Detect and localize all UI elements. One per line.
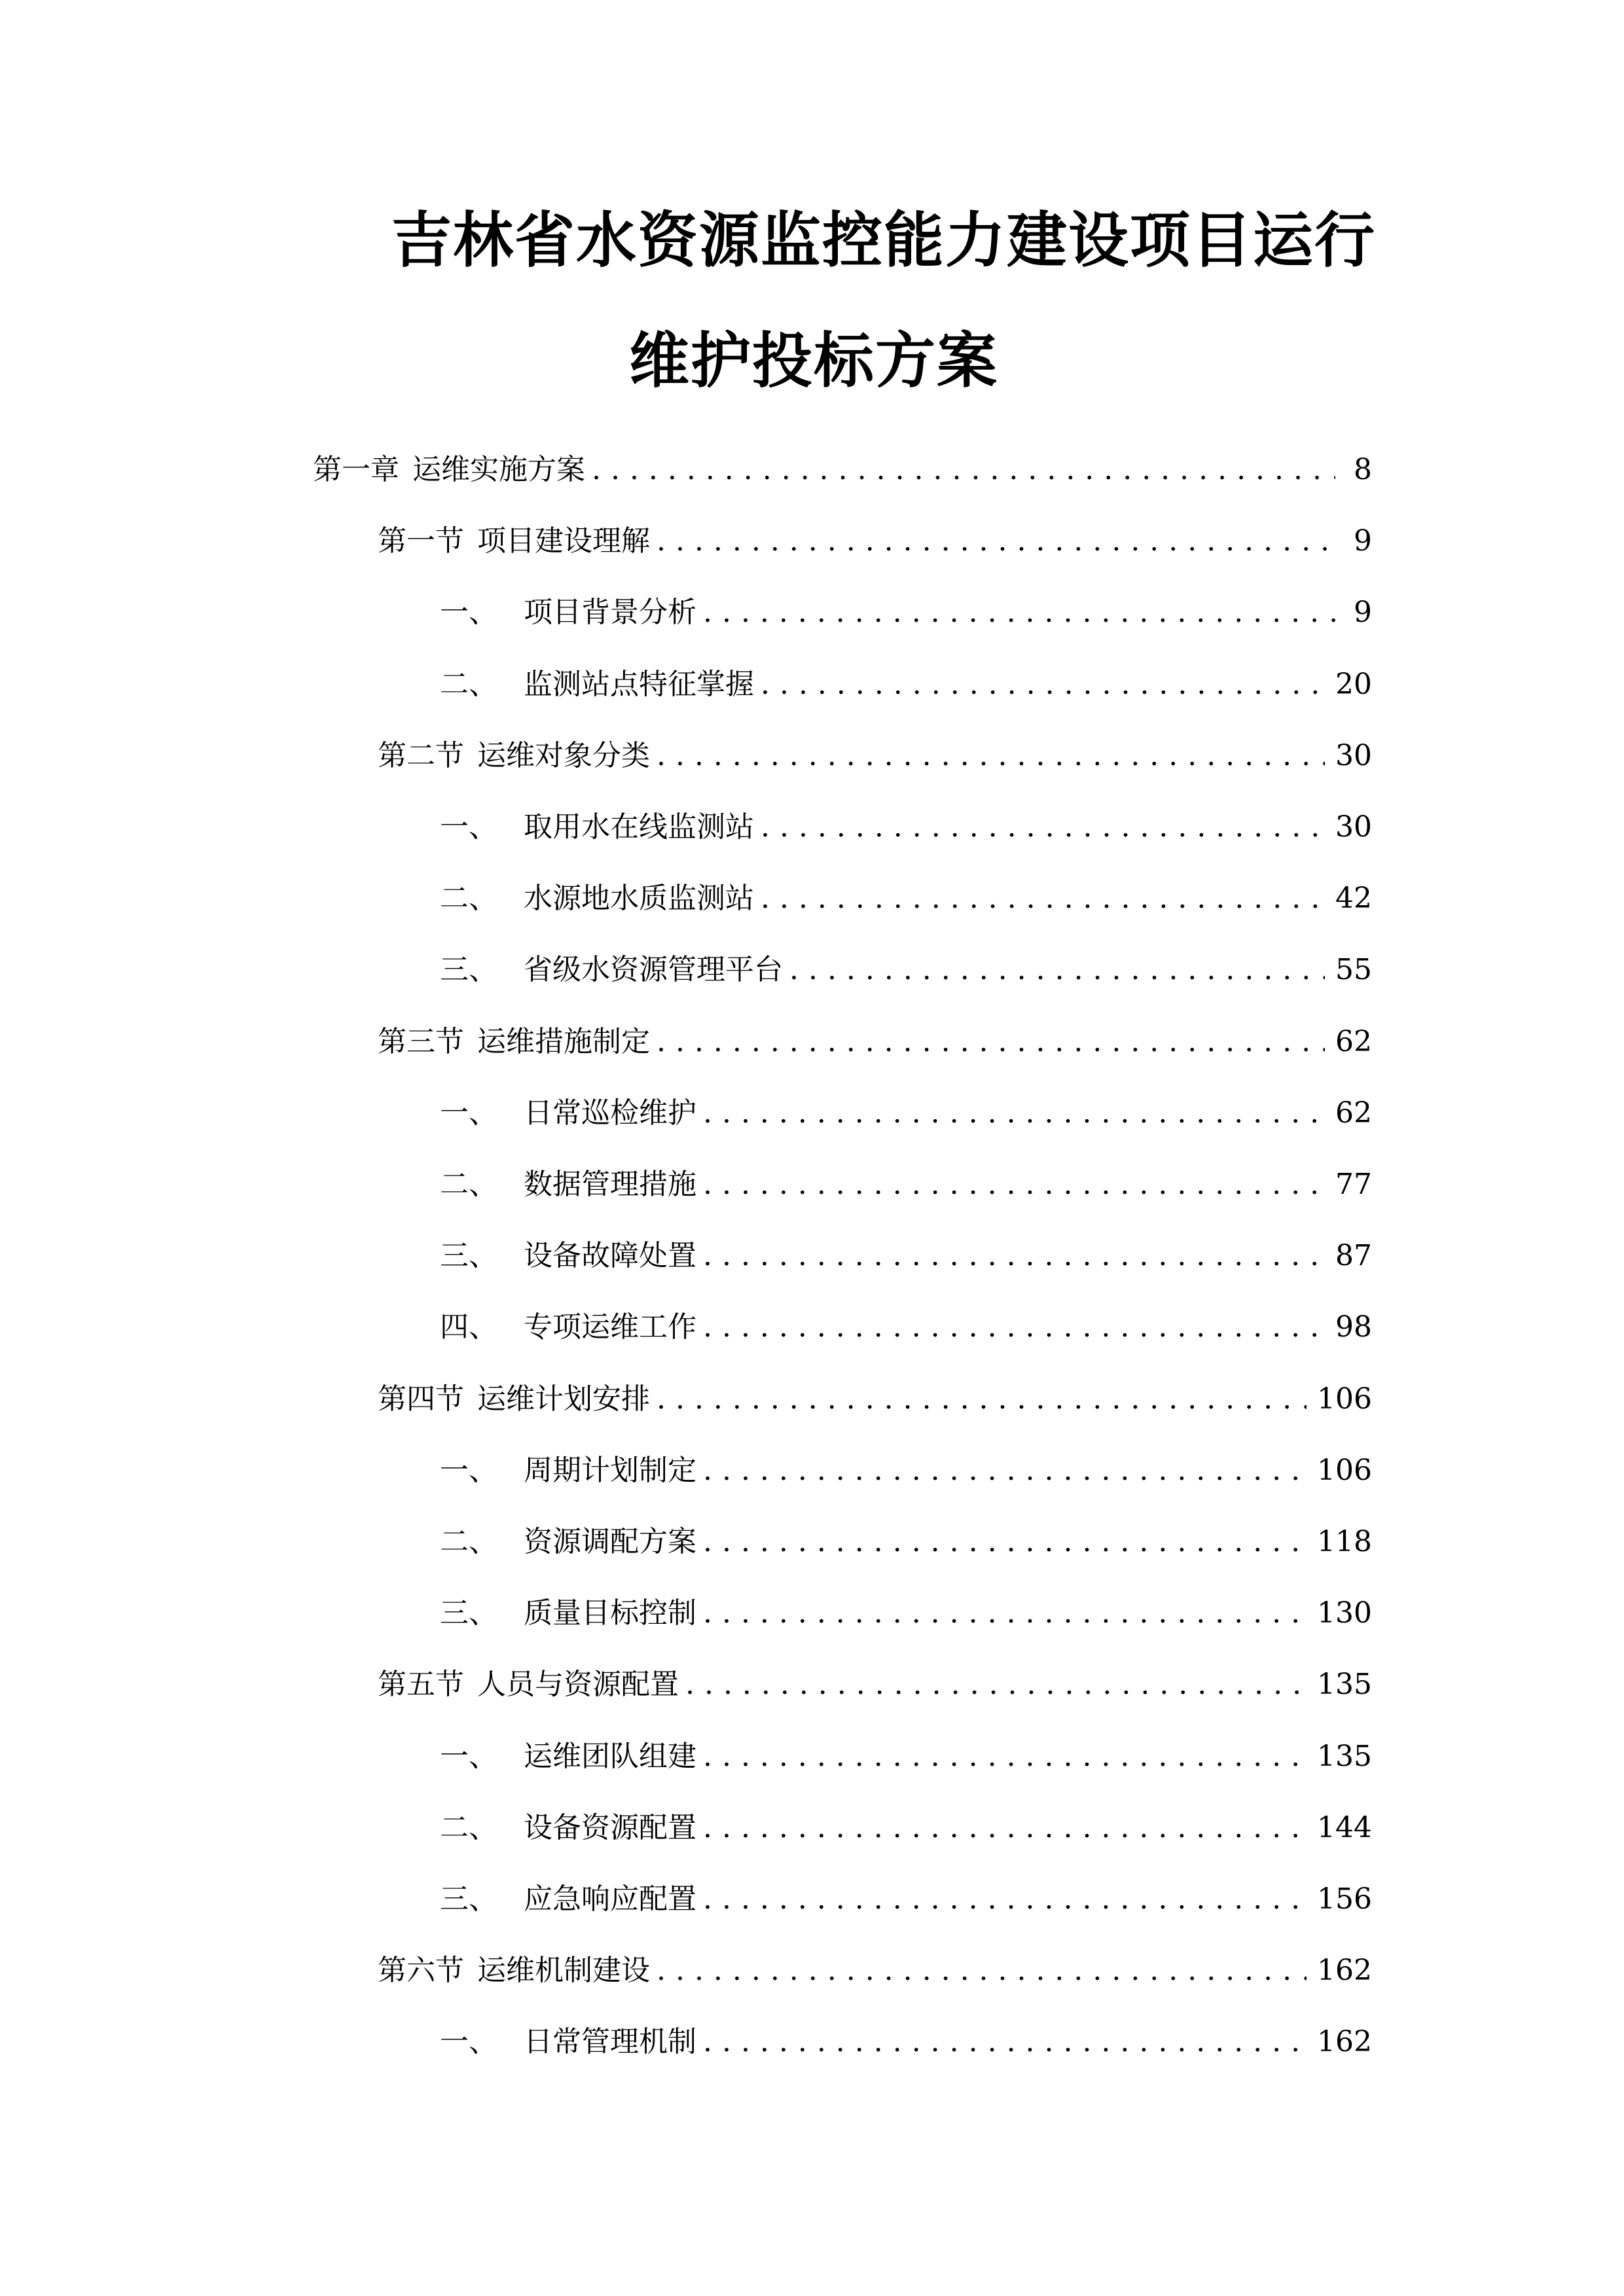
toc-page-number: 118 [1317,1525,1372,1558]
toc-page-number: 144 [1317,1811,1372,1844]
toc-entry[interactable] [440,879,1372,918]
toc-entry[interactable] [440,1165,1372,1204]
toc-entry-label [313,450,585,490]
toc-entry-label [378,1022,650,1062]
toc-entry-title: 取用水在线监测站 [524,810,754,844]
toc-entry-label [440,1594,696,1633]
toc-entry-number: 三、 [440,1882,497,1916]
toc-entry[interactable] [440,1236,1372,1276]
toc-entry-label [378,522,650,561]
toc-dot-leader [761,808,1325,847]
toc-dot-leader [657,1951,1307,1990]
toc-entry-number: 三、 [440,1239,497,1272]
toc-dot-leader [703,1308,1325,1347]
toc-entry-number: 第四节 [378,1382,464,1416]
toc-entry-title: 项目背景分析 [524,596,696,629]
toc-dot-leader [703,1594,1307,1633]
toc-entry-label [440,1522,696,1562]
toc-page-number: 20 [1335,668,1372,701]
toc-entry-label [378,736,650,776]
toc-page-number: 42 [1335,882,1372,915]
toc-entry-label [440,1308,696,1347]
toc-entry-number: 三、 [440,1596,497,1630]
toc-entry-label [440,879,754,918]
toc-page-number: 135 [1317,1740,1372,1773]
toc-page-number: 106 [1317,1454,1372,1487]
toc-entry[interactable] [378,736,1372,776]
toc-dot-leader [703,1880,1307,1919]
toc-entry-title: 资源调配方案 [524,1525,696,1558]
toc-entry-number: 一、 [440,810,497,844]
toc-entry-title: 人员与资源配置 [477,1668,679,1701]
toc-entry-number: 一、 [440,1454,497,1487]
toc-entry-title: 设备资源配置 [524,1811,696,1844]
toc-entry-label [440,2022,696,2062]
toc-entry-number: 第一章 [313,453,399,486]
toc-entry[interactable] [378,522,1372,561]
toc-entry-number: 第三节 [378,1025,464,1058]
toc-entry-number: 二、 [440,1525,497,1558]
toc-dot-leader [703,1737,1307,1776]
toc-entry-label [440,950,783,990]
toc-entry-number: 第五节 [378,1668,464,1701]
toc-entry[interactable] [440,1308,1372,1347]
toc-dot-leader [789,950,1325,990]
toc-entry-title: 水源地水质监测站 [524,882,754,915]
toc-entry-number: 二、 [440,668,497,701]
toc-dot-leader [703,1236,1325,1276]
toc-dot-leader [703,2022,1307,2062]
toc-entry-title: 周期计划制定 [524,1454,696,1487]
toc-dot-leader [703,1522,1307,1562]
toc-dot-leader [685,1665,1307,1704]
toc-entry-label [440,1236,696,1276]
toc-entry-title: 运维实施方案 [412,453,585,486]
toc-entry[interactable] [378,1665,1372,1704]
toc-entry-number: 一、 [440,596,497,629]
toc-dot-leader [703,1808,1307,1848]
toc-entry-number: 一、 [440,1740,497,1773]
toc-entry-title: 设备故障处置 [524,1239,696,1272]
toc-dot-leader [703,593,1335,632]
toc-entry-number: 第六节 [378,1954,464,1987]
toc-entry[interactable] [378,1380,1372,1419]
toc-entry[interactable] [378,1951,1372,1990]
toc-dot-leader [703,1165,1325,1204]
toc-page-number: 9 [1354,596,1372,629]
toc-page-number: 77 [1335,1168,1372,1201]
toc-entry[interactable] [440,1808,1372,1848]
toc-entry[interactable] [440,808,1372,847]
toc-page-number: 30 [1335,739,1372,772]
document-title-line-1: 吉林省水资源监控能力建设项目运行 [391,206,1377,276]
toc-page-number: 162 [1317,1954,1372,1987]
document-title-line-2: 维护投标方案 [629,326,999,396]
toc-entry-label [378,1665,679,1704]
toc-entry[interactable] [440,2022,1372,2062]
toc-entry-title: 省级水资源管理平台 [524,953,783,986]
toc-entry[interactable] [440,1594,1372,1633]
toc-entry-label [378,1380,650,1419]
toc-entry-label [378,1951,650,1990]
toc-entry[interactable] [440,950,1372,990]
toc-page-number: 9 [1354,524,1372,558]
toc-entry[interactable] [440,1522,1372,1562]
toc-entry-title: 应急响应配置 [524,1882,696,1916]
toc-entry-title: 日常巡检维护 [524,1096,696,1130]
toc-entry-number: 第一节 [378,524,464,558]
toc-entry[interactable] [313,450,1372,490]
toc-entry-number: 二、 [440,882,497,915]
toc-page-number: 8 [1354,453,1372,486]
toc-entry[interactable] [440,665,1372,704]
toc-dot-leader [657,736,1325,776]
toc-entry-number: 二、 [440,1811,497,1844]
toc-entry-number: 三、 [440,953,497,986]
toc-dot-leader [657,1022,1325,1062]
toc-dot-leader [657,522,1335,561]
toc-entry-label [440,1880,696,1919]
toc-dot-leader [592,450,1335,490]
toc-entry-label [440,1165,696,1204]
toc-entry[interactable] [440,1451,1372,1490]
toc-entry[interactable] [440,593,1372,632]
toc-entry-title: 日常管理机制 [524,2025,696,2058]
toc-entry[interactable] [440,1737,1372,1776]
toc-dot-leader [761,665,1325,704]
toc-entry-number: 一、 [440,1096,497,1130]
toc-entry-label [440,593,696,632]
toc-entry-number: 第二节 [378,739,464,772]
toc-entry-title: 运维团队组建 [524,1740,696,1773]
toc-entry-title: 质量目标控制 [524,1596,696,1630]
toc-entry-label [440,1737,696,1776]
toc-entry-label [440,808,754,847]
toc-page-number: 30 [1335,810,1372,844]
toc-entry-label [440,1094,696,1133]
toc-page-number: 98 [1335,1310,1372,1344]
toc-page-number: 162 [1317,2025,1372,2058]
toc-page-number: 62 [1335,1025,1372,1058]
toc-entry[interactable] [440,1094,1372,1133]
toc-entry-number: 一、 [440,2025,497,2058]
toc-entry-title: 运维计划安排 [477,1382,650,1416]
toc-entry[interactable] [378,1022,1372,1062]
toc-page-number: 55 [1335,953,1372,986]
toc-dot-leader [761,879,1325,918]
toc-entry-title: 运维措施制定 [477,1025,650,1058]
toc-dot-leader [703,1451,1307,1490]
toc-entry-number: 二、 [440,1168,497,1201]
toc-entry-title: 运维机制建设 [477,1954,650,1987]
toc-entry-title: 专项运维工作 [524,1310,696,1344]
toc-entry-label [440,1451,696,1490]
toc-entry-number: 四、 [440,1310,497,1344]
toc-entry-title: 监测站点特征掌握 [524,668,754,701]
toc-dot-leader [657,1380,1307,1419]
toc-entry-label [440,665,754,704]
toc-page-number: 135 [1317,1668,1372,1701]
toc-entry-title: 数据管理措施 [524,1168,696,1201]
toc-page-number: 87 [1335,1239,1372,1272]
toc-entry-title: 运维对象分类 [477,739,650,772]
toc-page-number: 106 [1317,1382,1372,1416]
toc-entry-label [440,1808,696,1848]
toc-page-number: 130 [1317,1596,1372,1630]
toc-page-number: 156 [1317,1882,1372,1916]
toc-entry[interactable] [440,1880,1372,1919]
toc-dot-leader [703,1094,1325,1133]
toc-entry-title: 项目建设理解 [477,524,650,558]
toc-page-number: 62 [1335,1096,1372,1130]
